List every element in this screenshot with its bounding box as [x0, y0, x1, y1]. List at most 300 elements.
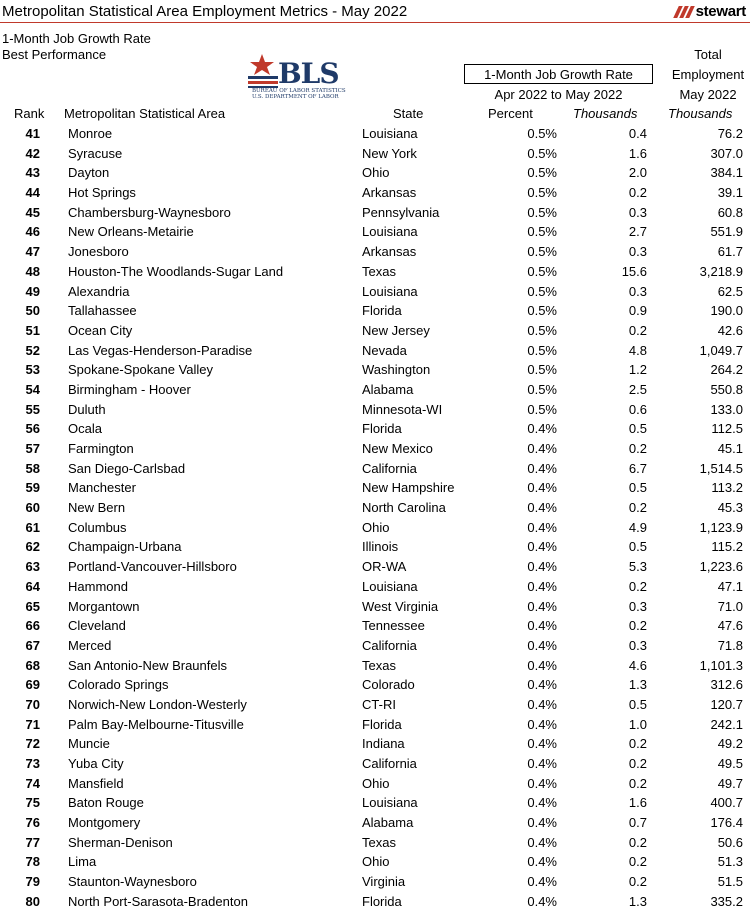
thousands-cell: 1.0 [628, 716, 647, 732]
total-employment-cell: 190.0 [710, 303, 743, 319]
growth-rate-group-header: 1-Month Job Growth Rate [464, 64, 653, 84]
table-row [0, 282, 750, 302]
msa-cell: San Diego-Carlsbad [68, 460, 186, 476]
state-cell: Illinois [362, 539, 399, 555]
table-row [0, 341, 750, 361]
percent-cell: 0.5% [527, 224, 557, 240]
percent-cell: 0.5% [527, 362, 557, 378]
thousands-cell: 0.2 [628, 834, 647, 850]
total-employment-cell: 1,514.5 [699, 460, 743, 476]
rank-cell: 56 [25, 421, 40, 437]
thousands-cell: 0.6 [628, 401, 647, 417]
percent-cell: 0.4% [527, 460, 557, 476]
total-employment-cell: 60.8 [717, 204, 743, 220]
thousands-cell: 2.5 [628, 381, 647, 397]
table-row [0, 774, 750, 794]
thousands-cell: 5.3 [628, 559, 647, 575]
table-row [0, 183, 750, 203]
title-bar [0, 0, 750, 23]
percent-cell: 0.4% [527, 519, 557, 535]
msa-cell: Hammond [68, 578, 128, 594]
table-row [0, 321, 750, 341]
msa-cell: Baton Rouge [68, 795, 144, 811]
state-cell: California [362, 460, 417, 476]
table-row [0, 301, 750, 321]
total-employment-cell: 384.1 [710, 165, 743, 181]
rank-cell: 43 [25, 165, 40, 181]
total-employment-cell: 1,101.3 [699, 657, 743, 673]
col-total-thousands: Thousands [668, 106, 733, 121]
total-employment-cell: 307.0 [710, 145, 743, 161]
subtitle-growth-rate: 1-Month Job Growth Rate [2, 31, 151, 46]
rank-cell: 68 [25, 657, 40, 673]
state-cell: Louisiana [362, 578, 418, 594]
table-row [0, 478, 750, 498]
state-cell: Virginia [362, 874, 406, 890]
rank-cell: 65 [25, 598, 40, 614]
thousands-cell: 0.5 [628, 539, 647, 555]
state-cell: Ohio [362, 519, 390, 535]
percent-cell: 0.4% [527, 480, 557, 496]
msa-cell: Manchester [68, 480, 136, 496]
table-row [0, 262, 750, 282]
rank-cell: 52 [25, 342, 40, 358]
state-cell: New Hampshire [362, 480, 455, 496]
percent-cell: 0.4% [527, 598, 557, 614]
table-row [0, 577, 750, 597]
rank-cell: 59 [25, 480, 40, 496]
table-row [0, 439, 750, 459]
percent-cell: 0.4% [527, 874, 557, 890]
percent-cell: 0.5% [527, 165, 557, 181]
rank-cell: 51 [25, 322, 40, 338]
thousands-cell: 0.2 [628, 578, 647, 594]
state-cell: New York [362, 145, 417, 161]
msa-cell: Norwich-New London-Westerly [68, 696, 247, 712]
rank-cell: 70 [25, 696, 40, 712]
msa-cell: Ocean City [68, 322, 133, 338]
thousands-cell: 4.6 [628, 657, 647, 673]
percent-cell: 0.4% [527, 657, 557, 673]
thousands-cell: 0.2 [628, 736, 647, 752]
percent-cell: 0.4% [527, 815, 557, 831]
thousands-cell: 1.2 [628, 362, 647, 378]
state-cell: Indiana [362, 736, 405, 752]
rank-cell: 47 [25, 244, 40, 260]
period-header: Apr 2022 to May 2022 [494, 87, 623, 102]
percent-cell: 0.5% [527, 401, 557, 417]
percent-cell: 0.4% [527, 716, 557, 732]
thousands-cell: 0.2 [628, 500, 647, 516]
table-row [0, 813, 750, 833]
msa-cell: Merced [68, 637, 112, 653]
table-row [0, 124, 750, 144]
table-row [0, 419, 750, 439]
msa-cell: Palm Bay-Melbourne-Titusville [68, 716, 244, 732]
total-employment-cell: 1,123.9 [699, 519, 743, 535]
msa-cell: Staunton-Waynesboro [68, 874, 197, 890]
thousands-cell: 0.2 [628, 874, 647, 890]
total-employment-cell: 550.8 [710, 381, 743, 397]
rank-cell: 73 [25, 756, 40, 771]
total-employment-cell: 45.3 [717, 500, 743, 516]
total-employment-cell: 112.5 [711, 421, 743, 437]
table-row [0, 537, 750, 557]
rank-cell: 58 [25, 460, 40, 476]
table-row [0, 793, 750, 813]
col-rank: Rank [14, 106, 45, 121]
table-row [0, 400, 750, 420]
table-row [0, 518, 750, 538]
thousands-cell: 1.6 [628, 145, 647, 161]
percent-cell: 0.4% [527, 736, 557, 752]
rank-cell: 41 [25, 126, 40, 141]
stewart-logo [674, 3, 746, 20]
state-cell: Ohio [362, 775, 390, 791]
thousands-cell: 4.9 [628, 519, 647, 535]
percent-cell: 0.4% [527, 500, 557, 516]
table-row [0, 833, 750, 853]
state-cell: New Jersey [362, 322, 430, 338]
msa-cell: Spokane-Spokane Valley [68, 362, 214, 378]
percent-cell: 0.4% [527, 637, 557, 653]
rank-cell: 71 [25, 716, 40, 732]
table-row [0, 872, 750, 892]
table-row [0, 242, 750, 262]
msa-cell: Hot Springs [68, 185, 136, 201]
total-employment-cell: 62.5 [717, 283, 743, 299]
thousands-cell: 0.2 [628, 618, 647, 634]
total-employment-cell: 115.2 [711, 539, 743, 555]
msa-cell: San Antonio-New Braunfels [68, 657, 227, 673]
percent-cell: 0.4% [527, 618, 557, 634]
state-cell: Louisiana [362, 126, 418, 141]
rank-cell: 60 [25, 500, 40, 516]
rank-cell: 78 [25, 854, 40, 870]
state-cell: OR-WA [362, 559, 407, 575]
percent-cell: 0.5% [527, 322, 557, 338]
thousands-cell: 0.3 [628, 244, 647, 260]
thousands-cell: 1.3 [628, 677, 647, 693]
rank-cell: 42 [25, 145, 40, 161]
rank-cell: 77 [25, 834, 40, 850]
total-employment-cell: 1,049.7 [699, 342, 743, 358]
state-cell: Ohio [362, 854, 390, 870]
msa-cell: Tallahassee [68, 303, 137, 319]
total-employment-cell: 51.5 [717, 874, 743, 890]
msa-cell: Syracuse [68, 145, 123, 161]
msa-cell: Muncie [68, 736, 110, 752]
percent-cell: 0.4% [527, 854, 557, 870]
percent-cell: 0.5% [527, 303, 557, 319]
table-row [0, 144, 750, 164]
thousands-cell: 15.6 [621, 263, 647, 279]
thousands-cell: 0.5 [628, 421, 647, 437]
thousands-cell: 2.7 [628, 224, 647, 240]
msa-cell: North Port-Sarasota-Bradenton [68, 893, 248, 909]
state-cell: Arkansas [362, 244, 417, 260]
state-cell: Texas [362, 263, 396, 279]
msa-cell: Champaign-Urbana [68, 539, 182, 555]
percent-cell: 0.5% [527, 145, 557, 161]
state-cell: Louisiana [362, 795, 418, 811]
rank-cell: 69 [25, 677, 40, 693]
col-state: State [393, 106, 424, 121]
msa-cell: Chambersburg-Waynesboro [68, 204, 231, 220]
thousands-cell: 0.7 [628, 815, 647, 831]
thousands-cell: 1.3 [628, 893, 647, 909]
total-employment-cell: 45.1 [717, 441, 743, 456]
total-employment-cell: 50.6 [717, 834, 743, 850]
total-employment-cell: 120.7 [710, 696, 743, 712]
total-employment-cell: 61.7 [717, 244, 743, 260]
msa-cell: Las Vegas-Henderson-Paradise [68, 342, 253, 358]
state-cell: Florida [362, 893, 402, 909]
brand-name: stewart [695, 3, 746, 20]
rank-cell: 45 [25, 204, 40, 220]
table-row [0, 203, 750, 223]
thousands-cell: 0.3 [628, 637, 647, 653]
percent-cell: 0.4% [527, 893, 557, 909]
thousands-cell: 2.0 [628, 165, 647, 181]
state-cell: Tennessee [362, 618, 425, 634]
bls-subtext [252, 88, 346, 100]
total-employment-cell: 71.8 [717, 637, 743, 653]
percent-cell: 0.5% [527, 244, 557, 260]
col-percent: Percent [488, 106, 533, 121]
table-row [0, 163, 750, 183]
percent-cell: 0.4% [527, 578, 557, 594]
msa-cell: Alexandria [68, 283, 130, 299]
state-cell: Pennsylvania [362, 204, 440, 220]
total-header-2: Employment [671, 67, 745, 82]
state-cell: Alabama [362, 381, 414, 397]
state-cell: Louisiana [362, 283, 418, 299]
total-employment-cell: 551.9 [710, 224, 743, 240]
percent-cell: 0.5% [527, 342, 557, 358]
state-cell: California [362, 637, 417, 653]
total-header-3: May 2022 [679, 87, 737, 102]
total-employment-cell: 51.3 [717, 854, 743, 870]
total-employment-cell: 242.1 [710, 716, 743, 732]
total-employment-cell: 3,218.9 [699, 263, 743, 279]
percent-cell: 0.4% [527, 677, 557, 693]
thousands-cell: 0.2 [628, 441, 647, 456]
report-title: Metropolitan Statistical Area Employment Metrics - May 2022 [2, 3, 408, 20]
total-employment-cell: 176.4 [710, 815, 743, 831]
table-row [0, 380, 750, 400]
total-employment-cell: 47.1 [717, 578, 743, 594]
thousands-cell: 0.3 [628, 283, 647, 299]
table-row [0, 656, 750, 676]
rank-cell: 57 [25, 441, 40, 456]
percent-cell: 0.4% [527, 696, 557, 712]
percent-cell: 0.5% [527, 283, 557, 299]
bls-logo [248, 54, 348, 104]
table-row [0, 360, 750, 380]
percent-cell: 0.5% [527, 381, 557, 397]
rank-cell: 67 [25, 637, 40, 653]
total-employment-cell: 42.6 [717, 322, 743, 338]
table-row [0, 557, 750, 577]
total-employment-cell: 133.0 [710, 401, 743, 417]
msa-cell: Sherman-Denison [68, 834, 173, 850]
msa-cell: Farmington [68, 441, 134, 456]
total-employment-cell: 49.2 [717, 736, 743, 752]
percent-cell: 0.4% [527, 775, 557, 791]
state-cell: Washington [362, 362, 431, 378]
thousands-cell: 1.6 [628, 795, 647, 811]
rank-cell: 72 [25, 736, 40, 752]
msa-cell: Duluth [68, 401, 106, 417]
percent-cell: 0.4% [527, 795, 557, 811]
thousands-cell: 0.3 [628, 204, 647, 220]
state-cell: Alabama [362, 815, 414, 831]
rank-cell: 76 [25, 815, 40, 831]
percent-cell: 0.4% [527, 421, 557, 437]
percent-cell: 0.4% [527, 539, 557, 555]
bls-sub-line-2: U.S. DEPARTMENT OF LABOR [252, 94, 339, 100]
total-employment-cell: 400.7 [710, 795, 743, 811]
total-employment-cell: 76.2 [717, 126, 743, 141]
rank-cell: 64 [25, 578, 40, 594]
table-row [0, 715, 750, 735]
msa-cell: Morgantown [68, 598, 140, 614]
state-cell: Louisiana [362, 224, 418, 240]
percent-cell: 0.5% [527, 126, 557, 141]
rank-cell: 44 [25, 185, 40, 201]
total-employment-cell: 113.2 [711, 480, 743, 496]
msa-cell: Portland-Vancouver-Hillsboro [68, 559, 237, 575]
msa-cell: Birmingham - Hoover [68, 381, 191, 397]
state-cell: Texas [362, 657, 396, 673]
total-employment-cell: 71.0 [717, 598, 743, 614]
rank-cell: 46 [25, 224, 40, 240]
table-row [0, 616, 750, 636]
state-cell: Nevada [362, 342, 407, 358]
state-cell: Texas [362, 834, 396, 850]
table-row [0, 498, 750, 518]
thousands-cell: 0.5 [628, 696, 647, 712]
state-cell: California [362, 756, 417, 771]
total-employment-cell: 47.6 [717, 618, 743, 634]
total-employment-cell: 49.7 [717, 775, 743, 791]
msa-cell: Lima [68, 854, 97, 870]
stewart-mark-icon [674, 6, 694, 18]
rank-cell: 50 [25, 303, 40, 319]
table-row [0, 892, 750, 912]
total-employment-cell: 39.1 [717, 185, 743, 201]
bls-wordmark: BLS [278, 57, 339, 90]
msa-table-body [0, 124, 750, 912]
state-cell: Ohio [362, 165, 390, 181]
percent-cell: 0.5% [527, 263, 557, 279]
bls-sub-line-1: BUREAU OF LABOR STATISTICS [252, 88, 346, 94]
percent-cell: 0.4% [527, 441, 557, 456]
thousands-cell: 0.2 [628, 775, 647, 791]
percent-cell: 0.4% [527, 834, 557, 850]
percent-cell: 0.5% [527, 185, 557, 201]
thousands-cell: 0.4 [628, 126, 647, 141]
total-employment-cell: 1,223.6 [699, 559, 743, 575]
thousands-cell: 0.2 [628, 185, 647, 201]
table-row [0, 695, 750, 715]
state-cell: CT-RI [362, 696, 396, 712]
total-employment-cell: 335.2 [710, 893, 743, 909]
msa-cell: New Orleans-Metairie [68, 224, 194, 240]
subtitle-best-performance: Best Performance [2, 47, 107, 62]
rank-cell: 80 [25, 893, 40, 909]
state-cell: New Mexico [362, 441, 433, 456]
table-row [0, 636, 750, 656]
thousands-cell: 0.3 [628, 598, 647, 614]
col-thousands: Thousands [573, 106, 638, 121]
msa-cell: Dayton [68, 165, 110, 181]
msa-cell: Colorado Springs [68, 677, 169, 693]
msa-cell: Monroe [68, 126, 113, 141]
rank-cell: 49 [25, 283, 40, 299]
state-cell: Florida [362, 303, 402, 319]
table-row [0, 459, 750, 479]
rank-cell: 61 [25, 519, 40, 535]
msa-cell: Columbus [68, 519, 127, 535]
percent-cell: 0.5% [527, 204, 557, 220]
state-cell: North Carolina [362, 500, 446, 516]
msa-cell: New Bern [68, 500, 126, 516]
msa-cell: Ocala [68, 421, 102, 437]
msa-cell: Houston-The Woodlands-Sugar Land [68, 263, 284, 279]
state-cell: Florida [362, 716, 402, 732]
table-row [0, 222, 750, 242]
col-msa: Metropolitan Statistical Area [64, 106, 226, 121]
bls-star-icon [248, 54, 280, 88]
thousands-cell: 0.2 [628, 322, 647, 338]
rank-cell: 54 [25, 381, 40, 397]
state-cell: Colorado [362, 677, 415, 693]
rank-cell: 66 [25, 618, 40, 634]
rank-cell: 55 [25, 401, 40, 417]
table-row [0, 852, 750, 872]
state-cell: Arkansas [362, 185, 417, 201]
msa-cell: Yuba City [68, 756, 124, 771]
table-row [0, 675, 750, 695]
thousands-cell: 6.7 [628, 460, 647, 476]
total-header-1: Total [694, 47, 722, 62]
table-row [0, 754, 750, 774]
percent-cell: 0.4% [527, 756, 557, 771]
msa-cell: Montgomery [68, 815, 141, 831]
msa-cell: Jonesboro [68, 244, 129, 260]
state-cell: West Virginia [362, 598, 439, 614]
rank-cell: 48 [25, 263, 40, 279]
msa-cell: Mansfield [68, 775, 124, 791]
rank-cell: 75 [25, 795, 40, 811]
rank-cell: 63 [25, 559, 40, 575]
rank-cell: 62 [25, 539, 40, 555]
percent-cell: 0.4% [527, 559, 557, 575]
rank-cell: 53 [25, 362, 40, 378]
thousands-cell: 0.2 [628, 756, 647, 771]
thousands-cell: 0.5 [628, 480, 647, 496]
thousands-cell: 0.2 [628, 854, 647, 870]
rank-cell: 79 [25, 874, 40, 890]
table-row [0, 597, 750, 617]
state-cell: Florida [362, 421, 402, 437]
rank-cell: 74 [25, 775, 40, 791]
table-row [0, 734, 750, 754]
total-employment-cell: 312.6 [710, 677, 743, 693]
state-cell: Minnesota-WI [362, 401, 443, 417]
